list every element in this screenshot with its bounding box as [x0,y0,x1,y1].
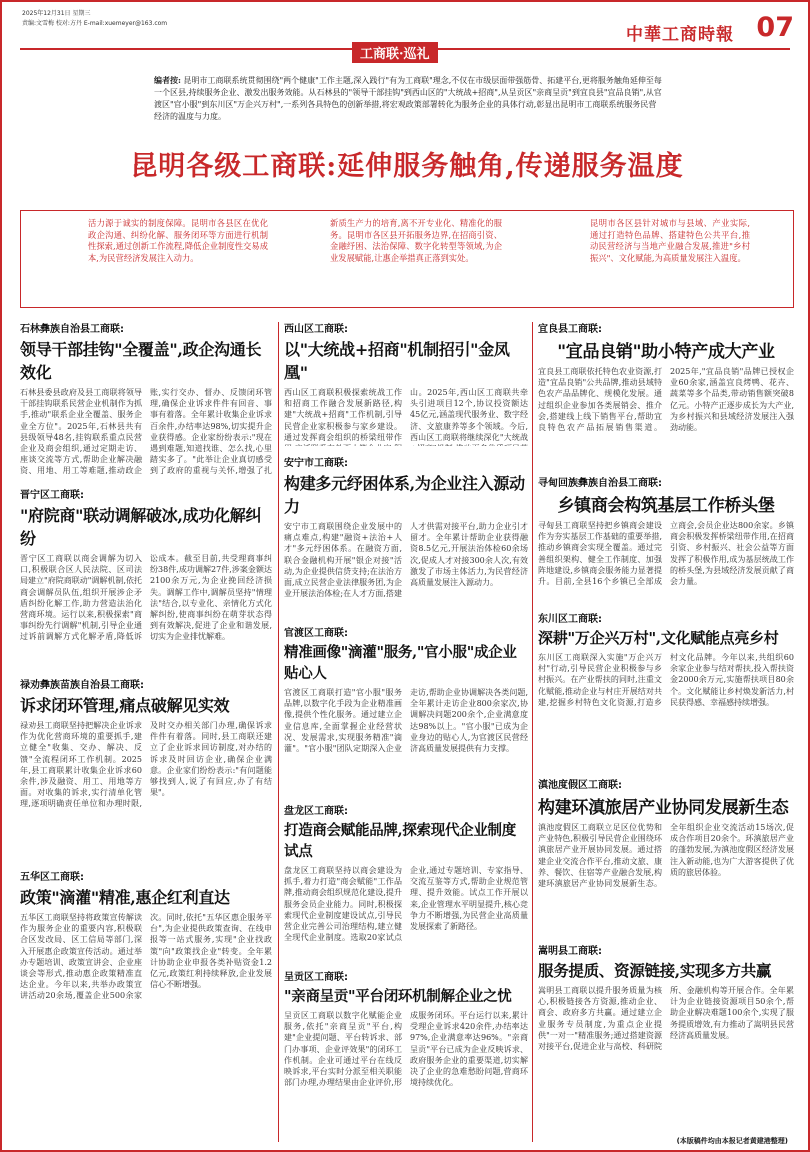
article-kicker: 呈贡区工商联: [284,972,348,983]
column-divider [532,322,533,1142]
article-body: 东川区工商联深入实施"万企兴万村"行动,引导民营企业积极参与乡村振兴。在产业帮扶的同时,注重文化赋能,推动企业与村庄开展结对共建,挖掘乡村特色文化资源,打造乡村文化品牌。今年以来,共组织60余家企业参与结对帮扶,投入帮扶资金2000余万元,实施帮扶项目80余个。文化赋能让乡村焕发新活力,村民获得感、幸福感持续增强。 [538,653,794,707]
article-headline: 领导干部挂钩"全覆盖",政企沟通长效化 [20,340,262,382]
intro-left: 活力源于诚实的制度保障。昆明市各县区在优化政企沟通、纠纷化解、服务闭环等方面进行机制性探索,通过创新工作流程,降低企业制度性交易成本,为民营经济发展注入动力。 [88,218,268,263]
article-guandu [284,618,528,794]
article-body: 晋宁区工商联以商会调解为切入口,积极联合区人民法院、区司法局建立"府院商联动"调解机制,依托商会调解员队伍,组织开展涉企矛盾纠纷化解工作,助力营造法治化营商环境。运行以来,积极探索"商事纠纷先行调解"机制,引导企业通过诉前调解方式化解矛盾,降低诉讼成本。截至目前,共受理商事纠纷38件,成功调解27件,涉案金额达2100余万元,为企业挽回经济损失。调解工作中,调解员坚持"情理法"结合,以专业化、亲情化方式化解纠纷,使商事纠纷在萌芽状态得到有效解决,促进了企业和谐发展,切实为企业排忧解难。 [20,554,272,642]
article-headline: "宜品良销"助小特产成大产业 [557,342,775,362]
article-xishan [284,314,528,446]
article-body: 官渡区工商联打造"官小服"服务品牌,以数字化手段为企业精准画像,提供个性化服务。通过建立企业信息库,全面掌握企业经营状况、发展需求,实现服务精准"滴灌"。"官小服"团队定期深入企业走访,帮助企业协调解决各类问题,全年累计走访企业800余家次,协调解决问题200余个,企业满意度达98%以上。"官小服"已成为企业身边的贴心人,为官渡区民营经济高质量发展提供有力支撑。 [284,688,528,754]
article-panlong [284,796,528,960]
article-body: 嵩明县工商联以提升服务质量为核心,积极链接各方资源,推动企业、商会、政府多方共赢。通过建立企业服务专员制度,为重点企业提供"一对一"精准服务;通过搭建资源对接平台,促进企业与高校、科研院所、金融机构等开展合作。全年累计为企业链接资源项目50余个,帮助企业解决难题100余个,实现了服务提质增效,有力推动了嵩明县民营经济高质量发展。 [538,986,794,1052]
article-kicker: 宜良县工商联: [538,324,602,335]
article-body: 石林县委县政府及县工商联将领导干部挂钩联系民营企业机制作为抓手,推动"联系企业全覆盖、服务企业全方位"。2025年,石林县共有县级领导48名,挂钩联系重点民营企业及商会组织,通过定期走访、座谈交流等方式,帮助企业解决融资、用地、用工等难题,推动政企 账,实行交办、督办、反馈闭环管理,确保企业诉求件件有回音、事事有着落。全年累计收集企业诉求百余件,办结率达98%,切实提升企业获得感。企业家纷纷表示:"现在遇到难题,知道找谁、怎么找,心里踏实多了。"此举让企业真切感受到了政府的重视与关怀,增强了扎 [20,388,272,476]
article-body: 西山区工商联积极探索统战工作和招商工作融合发展新路径,构建"大统战+招商"工作机制,引导民营企业家积极参与家乡建设。通过发挥商会组织的桥梁纽带作 山。2025年,西山区工商联共牵头引进项目12个,协议投资额达45亿元,涵盖现代服务业、数字经济、文旅康养等多个领域。今后,西山区工商联将继续深化"大统战 [284,388,528,442]
right-column [538,314,794,1144]
editor-line: 责编:文雪梅 校对:方丹 E-mail:xuemeyer@163.com [22,20,168,27]
article-kicker: 滇池度假区工商联: [538,780,622,791]
article-shilin [20,314,272,478]
middle-column [284,314,528,1144]
newspaper-name: 中華工商時報 [626,25,734,45]
article-body: 宜良县工商联依托特色农业资源,打造"宜品良销"公共品牌,推动县域特色农产品品牌化、规模化发展。通过组织企业参加各类展销会、推介会,搭建线上线下销售平台,帮助宜良特色农产品拓展销售渠道。2025年,"宜品良销"品牌已授权企业60余家,涵盖宜良烤鸭、花卉、蔬菜等多个品类,带动销售额突破8亿元。小特产正逐步成长为大产业,为乡村振兴和县域经济发展注入强劲动能。 [538,367,794,433]
article-kicker: 安宁市工商联: [284,458,348,469]
article-kicker: 禄劝彝族苗族自治县工商联: [20,680,144,691]
editor-note-label: 编者按: [154,75,181,85]
article-body: 盘龙区工商联坚持以商会建设为抓手,着力打造"商会赋能"工作品牌,推动商会组织规范化建设,提升服务会员企业能力。同时,积极探索现代企业制度建设试点,引导民营企业完善公司治理结构,建立健全现代企业制度。选取20家试点企业,通过专题培训、专家指导、交流互鉴等方式,帮助企业规范管理、提升效能。试点工作开展以来,企业管理水平明显提升,核心竞争力不断增强,为民营企业高质量发展探索了新路径。 [284,866,528,943]
intro-right: 昆明市各区县针对城市与县域、产业实际,通过打造特色品牌、搭建特色公共平台,推动民营经济与当地产业融合发展,推进"乡村振兴"、文化赋能,为高质量发展注入温度。 [590,218,750,263]
article-songming [538,936,794,1144]
article-wuhua [20,862,272,1144]
column-divider [278,322,279,1142]
article-headline: "亲商呈贡"平台闭环机制解企业之忧 [284,988,512,1005]
date-line: 2025年12月31日 星期三 [22,10,91,17]
article-headline: 诉求闭环管理,痛点破解见实效 [20,696,230,715]
article-headline: 以"大统战+招商"机制招引"金凤凰" [284,340,510,382]
article-headline: 服务提质、资源链接,实现多方共赢 [538,961,772,980]
article-kicker: 盘龙区工商联: [284,806,348,817]
article-luquan [20,670,272,860]
article-headline: 乡镇商会构筑基层工作桥头堡 [557,496,775,516]
article-kicker: 嵩明县工商联: [538,946,602,957]
article-anning [284,448,528,616]
article-kicker: 西山区工商联: [284,324,348,335]
article-yiliang [538,314,794,466]
main-headline: 昆明各级工商联:延伸服务触角,传递服务温度 [130,151,684,182]
article-body: 禄劝县工商联坚持把解决企业诉求作为优化营商环境的重要抓手,建立健全"收集、交办、解决、反馈"全流程闭环工作机制。2025年,县工商联累计收集企业诉求60余件,涉及融资、用工、用地等方面。对收集的诉求,实行清单化管理,逐项明确责任单位和办理时限,及时交办相关部门办理,确保诉求件件有着落。同时,县工商联还建立了企业诉求回访制度,对办结的诉求及时回访企业,确保企业满意。企业家们纷纷表示:"有问题能够找到人,说了有回应,办了有结果"。 [20,721,272,809]
article-dongchuan [538,604,794,768]
article-body: 呈贡区工商联以数字化赋能企业服务,依托"亲商呈贡"平台,构建"企业提问题、平台转诉求、部门办事项、企业评效果"的闭环工作机制。企业可通过平台在线反映诉求,平台实时分派至相关职能部门办理,办理结果由企业评价,形成服务闭环。平台运行以来,累计受理企业诉求420余件,办结率达97%,企业满意率达96%。"亲商呈贡"平台已成为企业反映诉求、政府服务企业的重要渠道,切实解决了企业的急难愁盼问题,营商环境持续优化。 [284,1011,528,1088]
article-headline: 构建环滇旅居产业协同发展新生态 [538,798,789,818]
article-jinning [20,480,272,668]
page-number: 07 [756,12,794,43]
article-headline: 打造商会赋能品牌,探索现代企业制度试点 [284,822,516,860]
page-footer: (本版稿件均由本报记者黄建港整理) [676,1137,788,1145]
editor-note [154,74,664,123]
article-headline: 政策"滴灌"精准,惠企红利直达 [20,888,230,907]
article-chenggong [284,962,528,1144]
intro-center: 新质生产力的培育,离不开专业化、精准化的服务。昆明市各区县开拓服务边界,在招商引资、金融纾困、法治保障、数字化转型等领域,为企业发展赋能,让惠企举措真正落到实处。 [330,218,502,263]
article-kicker: 官渡区工商联: [284,628,348,639]
article-body: 滇池度假区工商联立足区位优势和产业特色,积极引导民营企业围绕环滇旅居产业开展协同发展。通过搭建企业交流合作平台,推动文旅、康养、餐饮、住宿等产业融合发展,构建环滇旅居产业协同发展新生态。全年组织企业交流活动15场次,促成合作项目20余个。环滇旅居产业的蓬勃发展,为滇池度假区经济发展注入新动能,也为广大游客提供了优质的旅居体验。 [538,823,794,889]
article-xundian [538,468,794,602]
article-headline: "府院商"联动调解破冰,成功化解纠纷 [20,506,262,548]
article-kicker: 东川区工商联: [538,614,602,625]
article-headline: 精准画像"滴灌"服务,"官小服"成企业贴心人 [284,644,517,682]
article-headline: 深耕"万企兴万村",文化赋能点亮乡村 [538,629,779,647]
section-label: 工商联·巡礼 [352,42,438,63]
article-kicker: 晋宁区工商联: [20,490,84,501]
article-body: 安宁市工商联围绕企业发展中的痛点难点,构建"融资+法治+人才"多元纾困体系。在融资方面,联合金融机构开展"银企对接"活动,为企业提供信贷支持;在法治方面,成立民营企业法律服务团,为企业开展法治体检;在人才方面,搭建人才供需对接平台,助力企业引才留才。全年累计帮助企业获得融资8.5亿元,开展法治体检60余场次,促成人才对接300余人次,有效激发了市场主体活力,为民营经济高质量发展注入源动力。 [284,522,528,599]
article-kicker: 石林彝族自治县工商联: [20,324,124,335]
article-headline: 构建多元纾困体系,为企业注入源动力 [284,474,525,516]
editor-note-text: 昆明市工商联系统贯彻围绕"两个健康"工作主题,深入践行"有为工商联"理念,不仅在市级层面带强筋骨、拓建平台,更将服务触角延伸至每一个区县,持续服务企业、激发出服务效能。从石林县的"领导干部挂钩"到西山区的"大统战+招商",从呈贡区"亲商呈贡"到宜良县"宜品良销",从官渡区"官小服"到东川区"万企兴万村",一系列各具特色的创新举措,将宏观政策部署转化为服务企业的具体行动,彰显出昆明市工商联系统服务民营经济的温度与力度。 [154,76,662,121]
article-kicker: 五华区工商联: [20,872,84,883]
left-column [20,314,272,1144]
article-body: 五华区工商联坚持将政策宣传解读作为服务企业的重要内容,积极联合区发改局、区工信局等部门,深入开展惠企政策宣传活动。通过举办专题培训、政策宣讲会、企业座谈会等形式,推动惠企政策精准直达企业。今年以来,共举办政策宣讲活动20余场,覆盖企业500余家次。同时,依托"五华区惠企服务平台",为企业提供政策查询、在线申报等一站式服务,实现"企业找政策"向"政策找企业"转变。全年累计协助企业申报各类补贴资金1.2亿元,政策红利持续释放,企业发展信心不断增强。 [20,913,272,1001]
article-kicker: 寻甸回族彝族自治县工商联: [538,478,662,489]
article-body: 寻甸县工商联坚持把乡镇商会建设作为夯实基层工作基础的重要举措,推动乡镇商会实现全覆盖。通过完善组织架构、健全工作制度、加强阵地建设,乡镇商会服务能力显著提升。目前,全县16个乡镇已全部成立商会,会员企业达800余家。乡镇商会积极发挥桥梁纽带作用,在招商引资、乡村振兴、社会公益等方面发挥了积极作用,成为基层统战工作的桥头堡,为县域经济发展贡献了商会力量。 [538,521,794,587]
article-dianchi [538,770,794,934]
